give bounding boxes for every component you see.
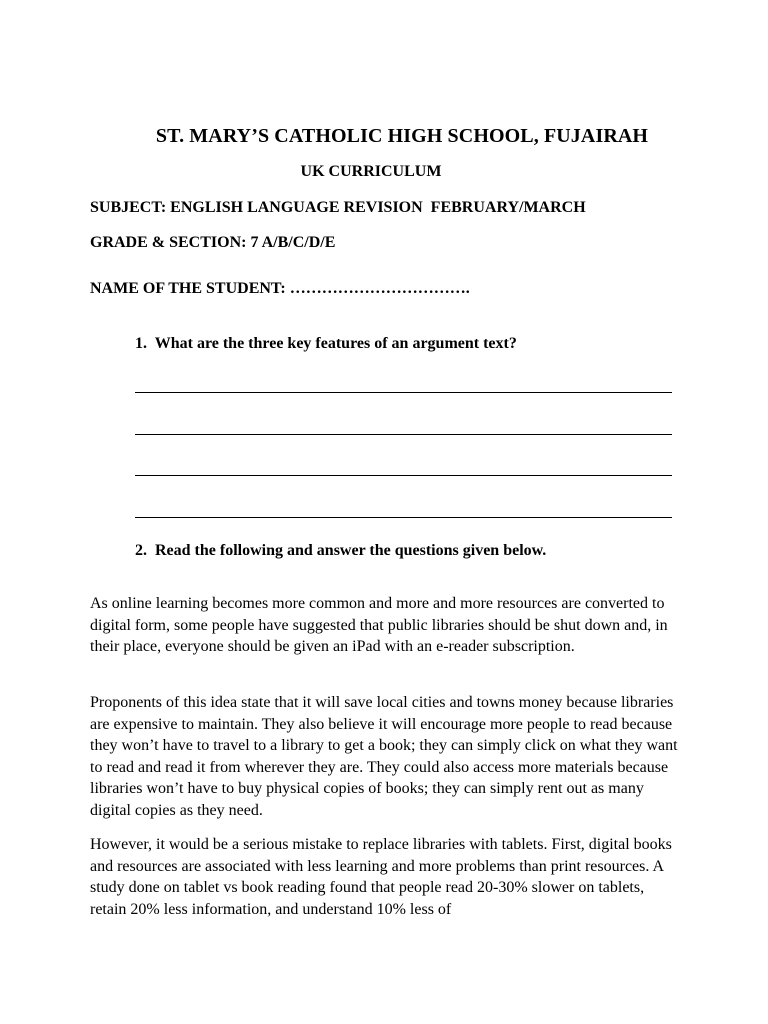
answer-line (135, 475, 672, 476)
curriculum-heading: UK CURRICULUM (300, 163, 442, 180)
student-name-line: NAME OF THE STUDENT: ……………………………. (90, 280, 470, 297)
answer-line (135, 434, 672, 435)
question-2: 2. Read the following and answer the questions given below. (135, 542, 547, 559)
passage-paragraph: Proponents of this idea state that it will save local cities and towns money because libraries are expensive to maintain. They also believe it will encourage more people to read because they won’t have to travel to a library to get a book; they can simply click on what they want to read and read it from wherever they are. They could also access more materials because libraries won’t have to buy physical copies of books; they can simply rent out as many digital copies as they need. (90, 694, 678, 819)
subject-line: SUBJECT: ENGLISH LANGUAGE REVISION FEBRUARY/MARCH (90, 199, 586, 216)
school-title: ST. MARY’S CATHOLIC HIGH SCHOOL, FUJAIRAH (155, 125, 649, 147)
question-1: 1. What are the three key features of an argument text? (135, 335, 517, 352)
answer-line (135, 517, 672, 518)
passage-paragraph: However, it would be a serious mistake to replace libraries with tablets. First, digital books and resources are associated with less learning and more problems than print resources. A study done on tablet vs book reading found that people read 20-30% slower on tablets, retain 20% less information, and understand 10% less of (90, 836, 672, 918)
grade-section-line: GRADE & SECTION: 7 A/B/C/D/E (90, 234, 336, 251)
answer-line (135, 392, 672, 393)
passage-paragraph: As online learning becomes more common and more and more resources are converted to digital form, some people have suggested that public libraries should be shut down and, in their place, everyone should be given an iPad with an e-reader subscription. (90, 595, 668, 655)
